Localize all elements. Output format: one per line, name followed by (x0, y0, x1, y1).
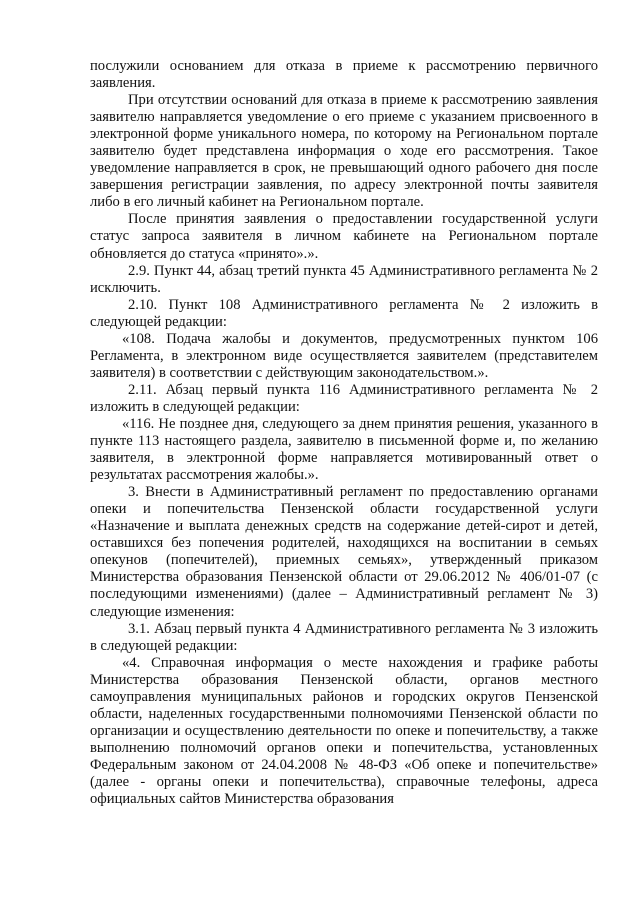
document-page (90, 58, 598, 808)
paragraph-2-11: 2.11. Абзац первый пункта 116 Административного регламента № 2 изложить в следующей редакции: (90, 381, 598, 415)
paragraph-quote-4: «4. Справочная информация о месте нахождения и графике работы Министерства образования Пензенской области, органов местного самоуправления муниципальных районов и городских округов Пензенской области, наделенных государственными полномочиями Пензенской области по организации и осуществлению деятельности по опеке и попечительству, а также выполнению полномочий органов опеки и попечительства, установленных Федеральным законом от 24.04.2008 № 48-ФЗ «Об опеке и попечительстве» (далее - органы опеки и попечительства), справочные телефоны, адреса официальных сайтов Министерства образования (90, 654, 598, 808)
paragraph-2-9: 2.9. Пункт 44, абзац третий пункта 45 Административного регламента № 2 исключить. (90, 262, 598, 296)
paragraph-notification: При отсутствии оснований для отказа в приеме к рассмотрению заявления заявителю направляется уведомление о его приеме с указанием присвоенного в электронной форме уникального номера, по которому на Региональном портале заявителю будет представлена информация о ходе его рассмотрения. Такое уведомление направляется в срок, не превышающий одного рабочего дня после завершения регистрации заявления, по адресу электронной почты заявителя либо в его личный кабинет на Региональном портале. (90, 92, 598, 211)
paragraph-3: 3. Внести в Административный регламент по предоставлению органами опеки и попечительства Пензенской области государственной услуги «Назначение и выплата денежных средств на содержание детей-сирот и детей, оставшихся без попечения родителей, находящихся на воспитании в семьях опекунов (попечителей), приемных семьях», утвержденный приказом Министерства образования Пензенской области от 29.06.2012 № 406/01-07 (с последующими изменениями) (далее – Административный регламент № 3) следующие изменения: (90, 484, 598, 620)
paragraph-quote-108: «108. Подача жалобы и документов, предусмотренных пунктом 106 Регламента, в электронном виде осуществляется заявителем (представителем заявителя) в соответствии с действующим законодательством.». (90, 330, 598, 381)
paragraph-status-update: После принятия заявления о предоставлении государственной услуги статус запроса заявителя в личном кабинете на Региональном портале обновляется до статуса «принято».». (90, 211, 598, 262)
paragraph-quote-116: «116. Не позднее дня, следующего за днем принятия решения, указанного в пункте 113 настоящего раздела, заявителю в письменной форме и, по желанию заявителя, в электронной форме направляется мотивированный ответ о результатах рассмотрения жалобы.». (90, 415, 598, 484)
paragraph-continuation: послужили основанием для отказа в приеме к рассмотрению первичного заявления. (90, 58, 598, 92)
paragraph-3-1: 3.1. Абзац первый пункта 4 Административного регламента № 3 изложить в следующей редакции: (90, 620, 598, 654)
paragraph-2-10: 2.10. Пункт 108 Административного регламента № 2 изложить в следующей редакции: (90, 296, 598, 330)
